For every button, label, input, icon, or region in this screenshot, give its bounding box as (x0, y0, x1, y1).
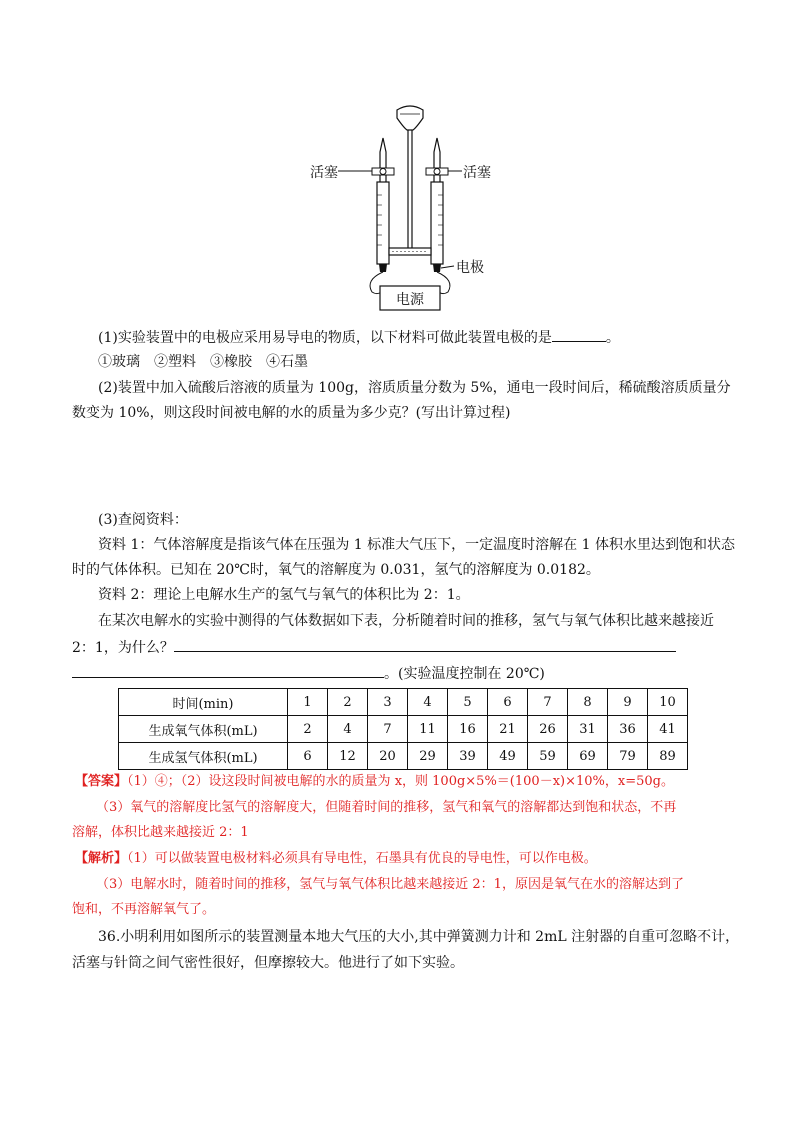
table-cell: 1 (288, 689, 328, 716)
table-row-hydrogen (119, 743, 688, 770)
table-cell: 2 (288, 716, 328, 743)
table-cell: 29 (408, 743, 448, 770)
q1-question (98, 327, 620, 348)
answer-line-1 (75, 772, 674, 792)
table-cell: 20 (368, 743, 408, 770)
answer-tag: 【答案】 (75, 774, 128, 789)
q3-question-line-2 (72, 637, 676, 658)
q36-line-1: 36.小明利用如图所示的装置测量本地大气压的大小,其中弹簧测力计和 2mL 注射器的自重可忽略不计， (98, 929, 740, 945)
analysis-text-1: （1）可以做装置电极材料必须具有导电性，石墨具有优良的导电性，可以作电极。 (127, 851, 597, 866)
row-label-time: 时间(min) (119, 689, 288, 716)
table-cell: 36 (608, 716, 648, 743)
electrode-label: 电极 (456, 260, 484, 276)
q1-end: 。 (605, 330, 620, 346)
q1-text: (1)实验装置中的电极应采用易导电的物质，以下材料可做此装置电极的是 (98, 330, 552, 346)
electrolysis-apparatus-figure (310, 100, 500, 315)
table-cell: 12 (328, 743, 368, 770)
table-cell: 69 (568, 743, 608, 770)
answer-line-2: （3）氧气的溶解度比氢气的溶解度大，但随着时间的推移，氢气和氧气的溶解都达到饱和状态，不再 (96, 800, 677, 815)
table-cell: 5 (448, 689, 488, 716)
q2-line-2: 数变为 10%，则这段时间被电解的水的质量为多少克？(写出计算过程) (72, 405, 511, 421)
q3-question-line-1: 在某次电解水的实验中测得的气体数据如下表，分析随着时间的推移，氢气与氧气体积比越来越接近 (98, 613, 714, 629)
table-cell: 8 (568, 689, 608, 716)
q3-question-line-3 (72, 663, 545, 684)
apparatus-drawing (320, 100, 500, 315)
table-cell: 39 (448, 743, 488, 770)
row-label-hydrogen: 生成氢气体积(mL) (119, 743, 288, 770)
answer-text-1: （1）④；（2）设这段时间被电解的水的质量为 x，则 100g×5%＝(100－x)×10%，x=50g。 (127, 774, 674, 789)
table-cell: 7 (368, 716, 408, 743)
table-cell: 26 (528, 716, 568, 743)
table-cell: 6 (288, 743, 328, 770)
table-cell: 3 (368, 689, 408, 716)
q36-line-2: 活塞与针筒之间气密性很好，但摩擦较大。他进行了如下实验。 (72, 955, 464, 971)
table-cell: 9 (608, 689, 648, 716)
table-cell: 4 (408, 689, 448, 716)
gas-volume-table (118, 688, 688, 770)
left-valve-label: 活塞 (310, 165, 338, 181)
q3-reference-1-line-1: 资料 1：气体溶解度是指该气体在压强为 1 标准大气压下，一定温度时溶解在 1 体积水里达到饱和状态 (98, 537, 735, 553)
table-cell: 7 (528, 689, 568, 716)
power-supply-label: 电源 (396, 292, 424, 308)
table-cell: 16 (448, 716, 488, 743)
q3-question-start: 2：1，为什么？ (72, 640, 174, 656)
q1-answer-blank (552, 327, 606, 342)
q3-reference-2: 资料 2：理论上电解水生产的氢气与氧气的体积比为 2：1。 (98, 587, 470, 603)
q3-reference-1-line-2: 时的气体体积。已知在 20℃时，氧气的溶解度为 0.031，氢气的溶解度为 0.0182。 (72, 562, 600, 578)
table-cell: 21 (488, 716, 528, 743)
table-row-oxygen (119, 716, 688, 743)
table-cell: 4 (328, 716, 368, 743)
table-cell: 89 (648, 743, 688, 770)
table-cell: 6 (488, 689, 528, 716)
analysis-line-1 (75, 849, 597, 869)
analysis-line-2: （3）电解水时，随着时间的推移，氢气与氧气体积比越来越接近 2：1，原因是氧气在水的溶解达到了 (96, 877, 684, 892)
analysis-line-3: 饱和，不再溶解氧气了。 (72, 902, 216, 917)
analysis-tag: 【解析】 (75, 851, 128, 866)
table-cell: 49 (488, 743, 528, 770)
q3-answer-blank-2 (72, 663, 384, 678)
row-label-oxygen: 生成氧气体积(mL) (119, 716, 288, 743)
q2-line-1: (2)装置中加入硫酸后溶液的质量为 100g，溶质质量分数为 5%，通电一段时间后，稀硫酸溶质质量分 (98, 380, 731, 396)
table-cell: 59 (528, 743, 568, 770)
table-cell: 10 (648, 689, 688, 716)
table-cell: 31 (568, 716, 608, 743)
table-cell: 11 (408, 716, 448, 743)
q3-title: (3)查阅资料： (98, 512, 188, 528)
table-cell: 2 (328, 689, 368, 716)
q3-answer-blank-1 (174, 637, 676, 652)
q3-question-end: 。(实验温度控制在 20℃) (384, 666, 545, 682)
table-cell: 41 (648, 716, 688, 743)
q1-options: ①玻璃 ②塑料 ③橡胶 ④石墨 (98, 354, 308, 370)
answer-line-3: 溶解，体积比越来越接近 2：1 (72, 825, 249, 840)
table-row-time (119, 689, 688, 716)
table-cell: 79 (608, 743, 648, 770)
right-valve-label: 活塞 (463, 165, 491, 181)
